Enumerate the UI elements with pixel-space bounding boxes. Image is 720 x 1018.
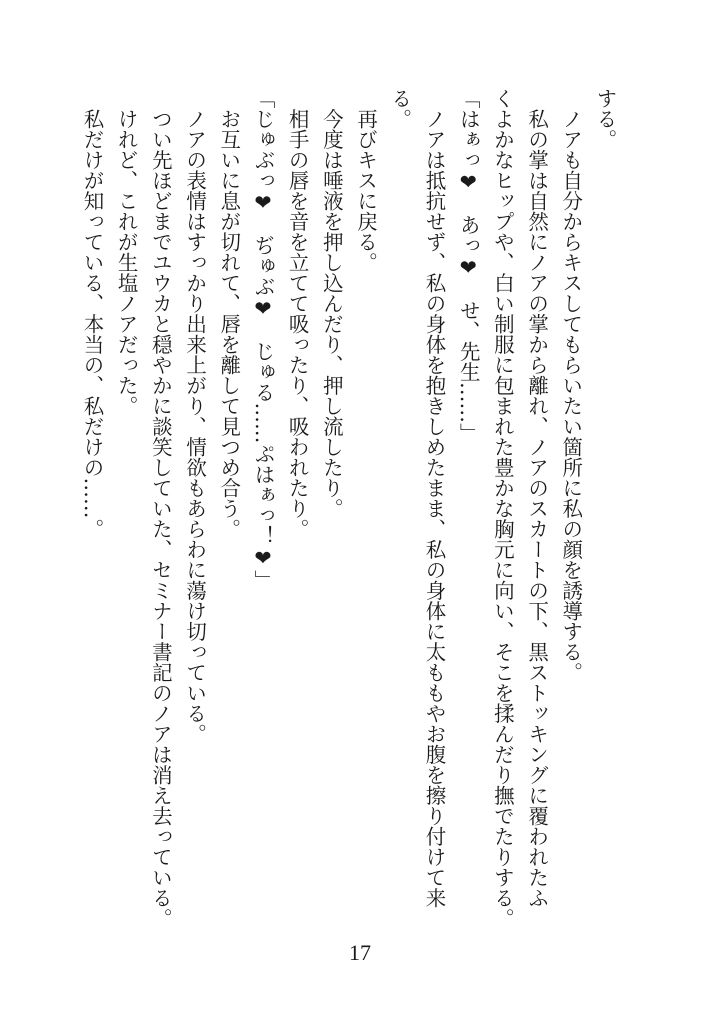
text-line: 相手の唇を音を立てて吸ったり、吸われたり。 [285, 88, 310, 539]
text-line: 私だけが知っている、本当の、私だけの……。 [79, 88, 104, 539]
text-line: けれど、これが生塩ノアだった。 [114, 88, 139, 416]
text-line: くよかなヒップや、白い制服に包まれた豊かな胸元に向い、そこを揉んだり撫でたりする。 [490, 88, 515, 929]
text-line: ノアは抵抗せず、私の身体を抱きしめたまま、私の身体に太ももやお腹を擦り付けて来 [421, 88, 446, 908]
text-line: 「はぁっ❤ あっ❤ せ、先生……」 [456, 88, 481, 444]
text-line: 再びキスに戻る。 [353, 88, 378, 273]
text-line: る。 [387, 88, 412, 129]
vertical-text-body [79, 88, 622, 929]
page-number: 17 [349, 940, 371, 965]
text-line: 今度は唾液を押し込んだり、押し流したり。 [319, 88, 344, 519]
text-line: する。 [593, 88, 617, 150]
text-line: 私の掌は自然にノアの掌から離れ、ノアのスカートの下、黒ストッキングに覆われたふ [524, 88, 549, 908]
text-line: お互いに息が切れて、唇を離して見つめ合う。 [216, 88, 241, 539]
text-line: ノアの表情はすっかり出来上がり、情欲もあらわに蕩け切っている。 [182, 88, 207, 744]
text-line: つい先ほどまでユウカと穏やかに談笑していた、セミナー書記のノアは消え去っている。 [148, 88, 173, 929]
text-line: 「じゅぶっ❤ ぢゅぶ❤ じゅる……ぷはぁっ！❤」 [250, 88, 275, 591]
text-line: ノアも自分からキスしてもらいたい箇所に私の顔を誘導する。 [558, 88, 583, 683]
